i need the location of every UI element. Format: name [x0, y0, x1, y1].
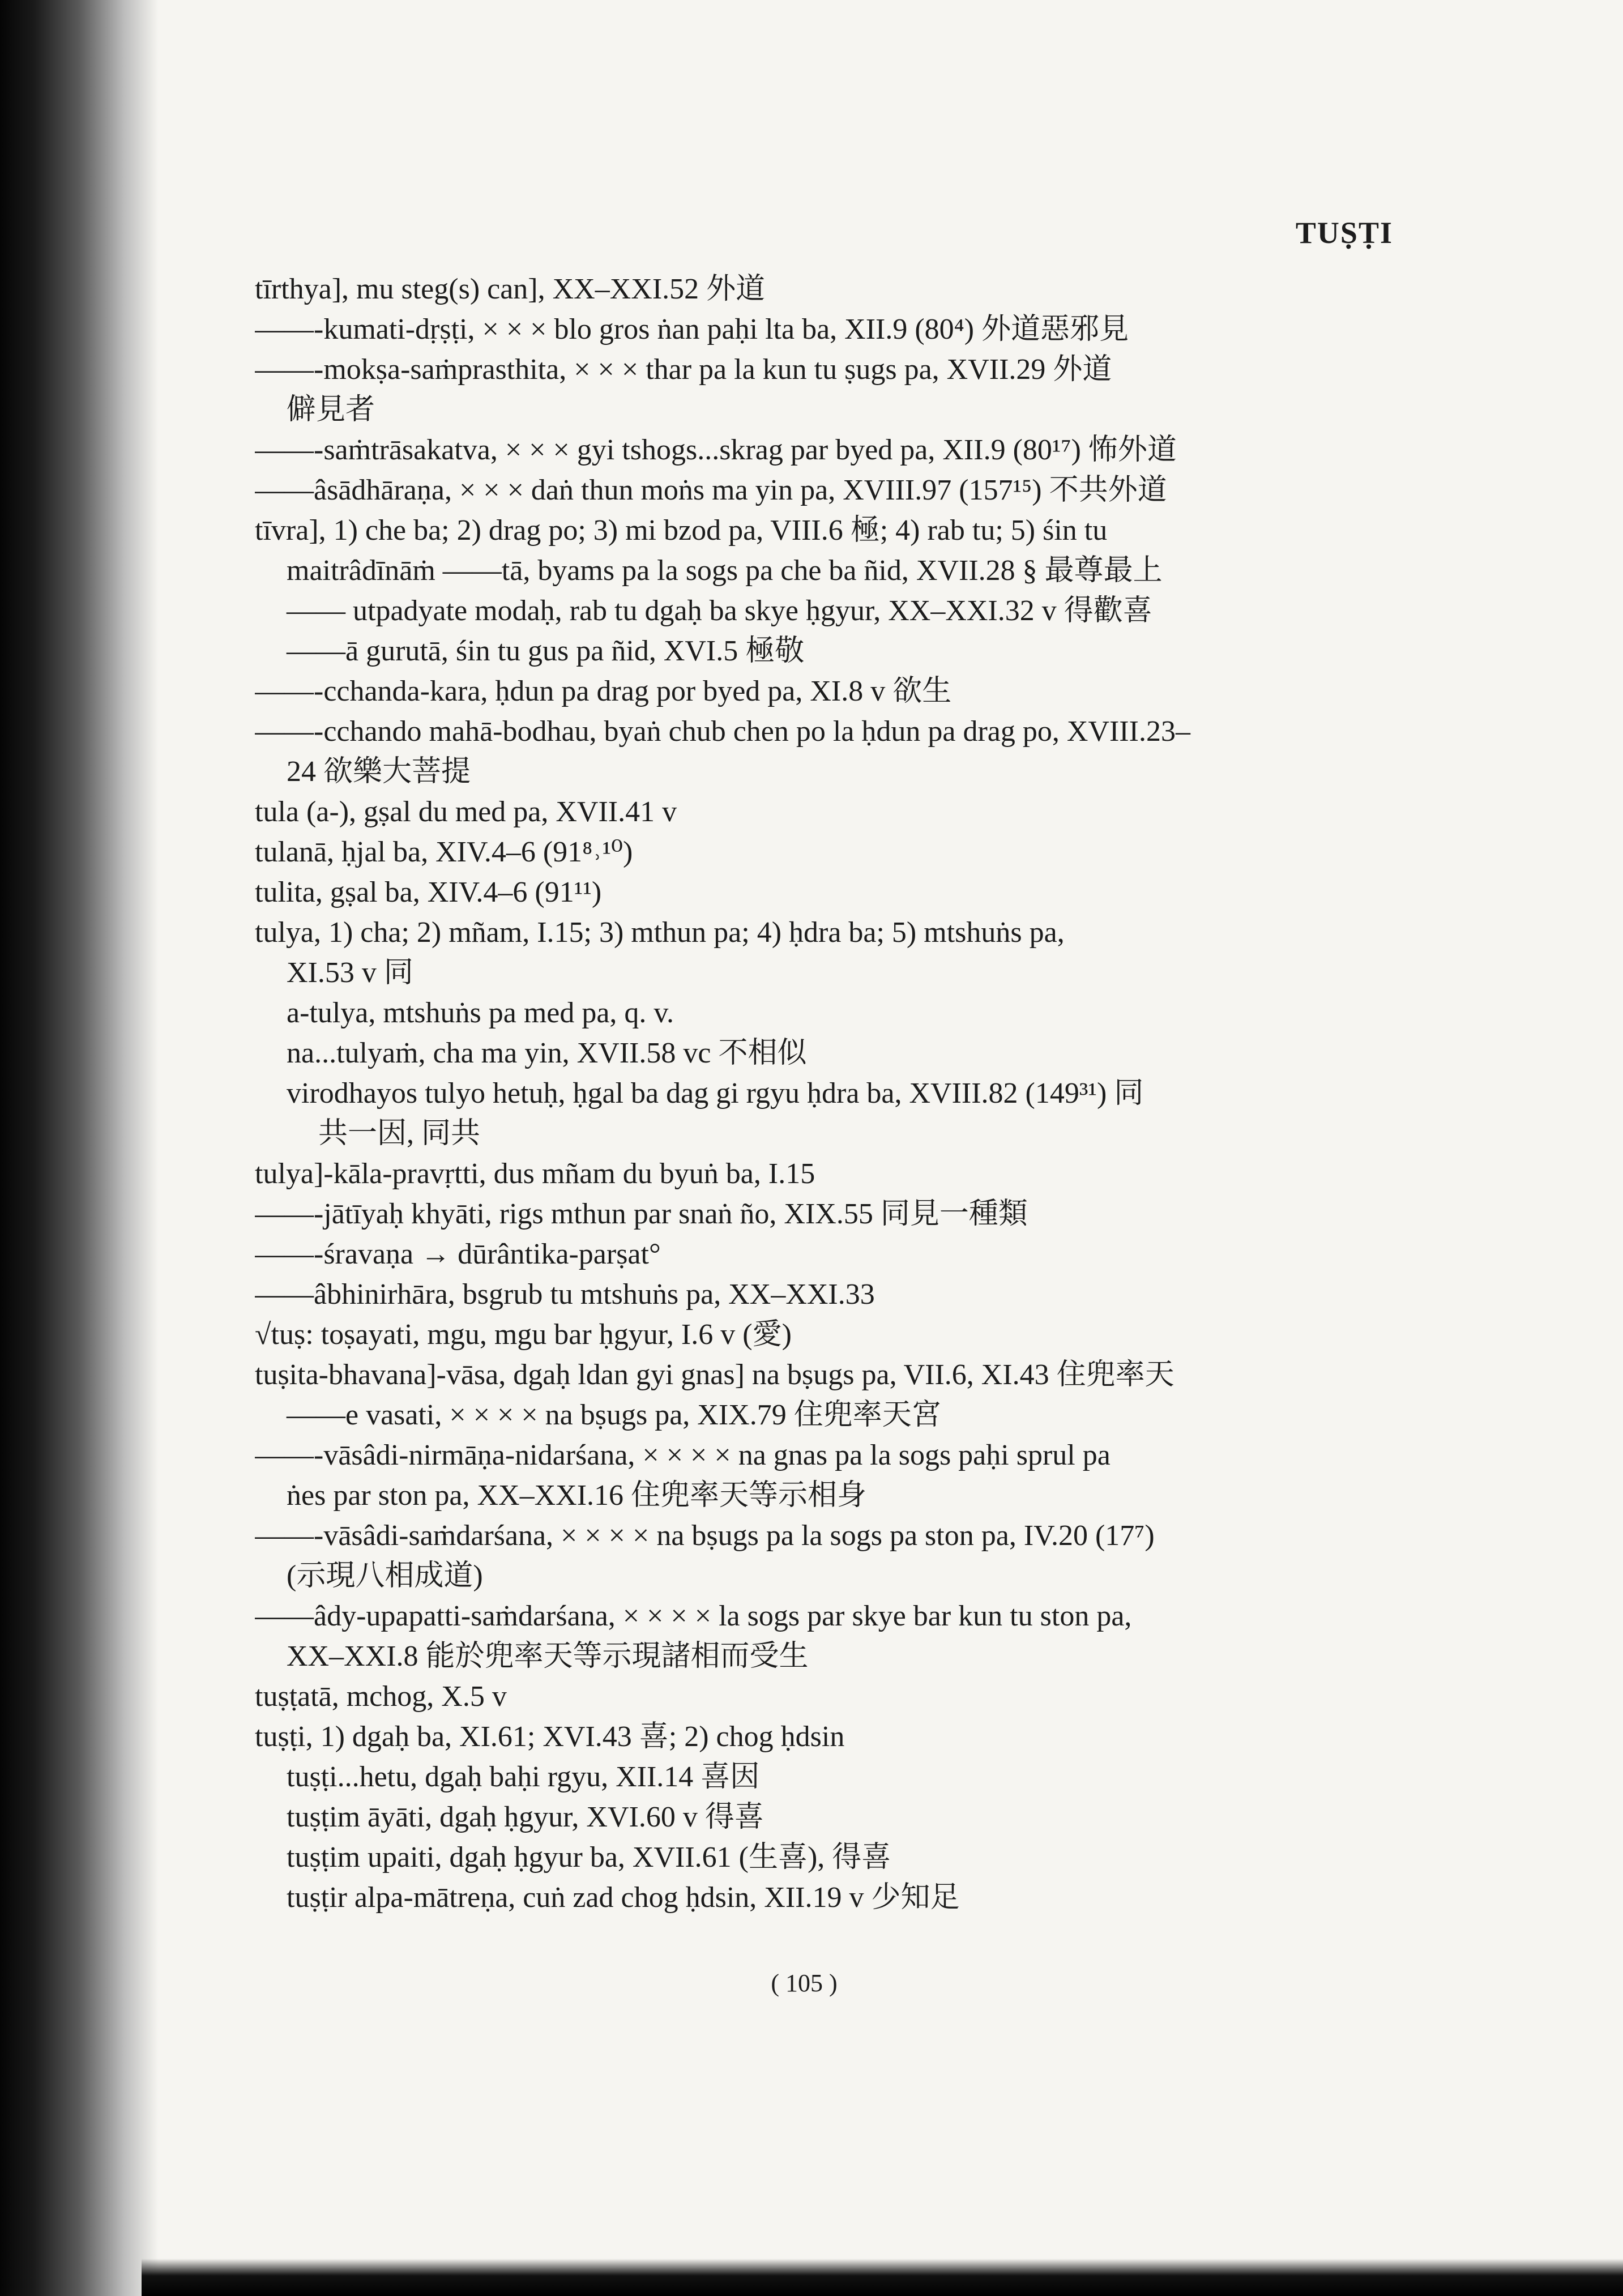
entry-line: tuṣṭim upaiti, dgaḥ ḥgyur ba, XVII.61 (生喜), 得喜 — [287, 1841, 891, 1873]
entry-line: √tuṣ: toṣayati, mgu, mgu bar ḥgyur, I.6 v (愛) — [255, 1318, 792, 1351]
entry-line: ——e vasati, × × × × na bṣugs pa, XIX.79 住兜率天宮 — [287, 1399, 941, 1431]
entry-line: XI.53 v 同 — [287, 957, 413, 989]
entry-line: na...tulyaṁ, cha ma yin, XVII.58 vc 不相似 — [287, 1037, 807, 1069]
entry-line: tuṣṭi...hetu, dgaḥ baḥi rgyu, XII.14 喜因 — [287, 1761, 760, 1793]
entry-line: ——âbhinirhāra, bsgrub tu mtshuṅs pa, XX–XXI.33 — [255, 1278, 875, 1311]
entry-line: 24 欲樂大菩提 — [287, 756, 471, 788]
entry-line: 共一因, 同共 — [318, 1117, 481, 1150]
entry-line: tulanā, ḥjal ba, XIV.4–6 (91⁸˒¹⁰) — [255, 836, 633, 868]
running-head: TUṢṬI — [1295, 216, 1393, 250]
scan-edge-shadow — [0, 0, 159, 2296]
entry-line: ——ā gurutā, śin tu gus pa ñid, XVI.5 極敬 — [287, 635, 805, 667]
entry-line: (示現八相成道) — [287, 1560, 483, 1592]
entry-line: ——-cchando mahā-bodhau, byaṅ chub chen po la ḥdun pa drag po, XVIII.23– — [255, 715, 1190, 748]
entry-line: ——âdy-upapatti-saṁdarśana, × × × × la sogs par skye bar kun tu ston pa, — [255, 1600, 1132, 1632]
entry-line: XX–XXI.8 能於兜率天等示現諸相而受生 — [287, 1640, 809, 1672]
entry-line: ——-kumati-dṛṣṭi, × × × blo gros ṅan paḥi lta ba, XII.9 (80⁴) 外道惡邪見 — [255, 313, 1129, 345]
entry-line: a-tulya, mtshuṅs pa med pa, q. v. — [287, 997, 674, 1029]
entry-line: ——-cchanda-kara, ḥdun pa drag por byed pa, XI.8 v 欲生 — [255, 675, 952, 707]
entry-line: virodhayos tulyo hetuḥ, ḥgal ba dag gi rgyu ḥdra ba, XVIII.82 (149³¹) 同 — [287, 1077, 1144, 1109]
entry-line: tuṣṭatā, mchog, X.5 v — [255, 1680, 507, 1713]
entry-line: ——âsādhāraṇa, × × × daṅ thun moṅs ma yin pa, XVIII.97 (157¹⁵) 不共外道 — [255, 474, 1167, 506]
dictionary-entries — [255, 269, 1393, 1918]
entry-line: maitrâdīnāṁ ——tā, byams pa la sogs pa che ba ñid, XVII.28 § 最尊最上 — [287, 554, 1163, 587]
entry-line: ṅes par ston pa, XX–XXI.16 住兜率天等示相身 — [287, 1479, 867, 1512]
entry-line: tulya, 1) cha; 2) mñam, I.15; 3) mthun pa; 4) ḥdra ba; 5) mtshuṅs pa, — [255, 916, 1065, 949]
entry-line: ——-vāsâdi-saṁdarśana, × × × × na bṣugs pa la sogs pa ston pa, IV.20 (17⁷) — [255, 1520, 1155, 1552]
entry-line: ——-saṁtrāsakatva, × × × gyi tshogs...skrag par byed pa, XII.9 (80¹⁷) 怖外道 — [255, 434, 1177, 466]
entry-line: tulya]-kāla-pravṛtti, dus mñam du byuṅ ba, I.15 — [255, 1158, 815, 1190]
entry-line: ——-jātīyaḥ khyāti, rigs mthun par snaṅ ño, XIX.55 同見一種類 — [255, 1198, 1028, 1230]
entry-line: tulita, gṣal ba, XIV.4–6 (91¹¹) — [255, 876, 602, 908]
entry-line: 僻見者 — [287, 394, 375, 426]
entry-line: tuṣṭim āyāti, dgaḥ ḥgyur, XVI.60 v 得喜 — [287, 1801, 764, 1833]
entry-line: —— utpadyate modaḥ, rab tu dgaḥ ba skye ḥgyur, XX–XXI.32 v 得歡喜 — [287, 595, 1152, 627]
entry-line: tuṣṭir alpa-mātreṇa, cuṅ zad chog ḥdsin, XII.19 v 少知足 — [287, 1881, 960, 1914]
entry-line: ——-vāsâdi-nirmāṇa-nidarśana, × × × × na gnas pa la sogs paḥi sprul pa — [255, 1439, 1111, 1471]
entry-line: tīvra], 1) che ba; 2) drag po; 3) mi bzod pa, VIII.6 極; 4) rab tu; 5) śin tu — [255, 514, 1108, 547]
page-number: ( 105 ) — [771, 1969, 838, 1997]
entry-line: ——-mokṣa-saṁprasthita, × × × thar pa la kun tu ṣugs pa, XVII.29 外道 — [255, 353, 1112, 386]
entry-line: tuṣṭi, 1) dgaḥ ba, XI.61; XVI.43 喜; 2) chog ḥdsin — [255, 1721, 845, 1753]
entry-line: ——-śravaṇa → dūrântika-parṣat° — [255, 1238, 661, 1270]
scan-bottom-shadow — [142, 2259, 1623, 2296]
entry-line: tula (a-), gṣal du med pa, XVII.41 v — [255, 796, 677, 828]
entry-line: tuṣita-bhavana]-vāsa, dgaḥ ldan gyi gnas] na bṣugs pa, VII.6, XI.43 住兜率天 — [255, 1359, 1174, 1391]
entry-line: tīrthya], mu steg(s) can], XX–XXI.52 外道 — [255, 273, 766, 305]
